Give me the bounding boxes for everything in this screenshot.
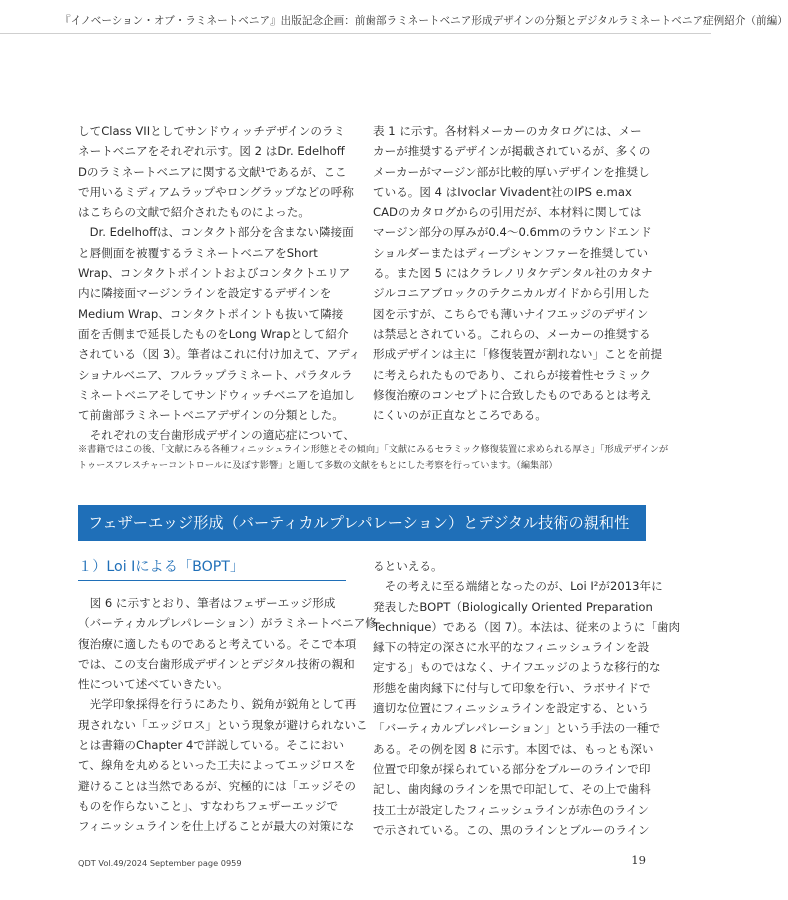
running-header: 『イノベーション・オブ・ラミネートベニア』出版記念企画：前歯部ラミネートベニア形成デザインの分類とデジタルラミネートベニア症例紹介（前編） — [60, 15, 788, 27]
journal-citation: QDT Vol.49/2024 September page 0959 — [78, 858, 242, 868]
text-line: 適切な位置にフィニッシュラインを設定する、という — [373, 701, 650, 716]
text-line: ネートベニアをそれぞれ示す。図 2 はDr. Edelhoff — [78, 144, 345, 159]
text-line: ある。その例を図 8 に示す。本図では、もっとも深い — [373, 741, 654, 756]
text-line: ている。図 4 はIvoclar Vivadent社のIPS e.max — [373, 184, 632, 199]
text-line: Technique）である（図 7）。本法は、従来のように「歯肉 — [373, 619, 681, 634]
text-line: 性について述べていきたい。 — [78, 677, 229, 692]
text-line: マージン部分の厚みが0.4〜0.6mmのラウンドエンド — [373, 225, 652, 240]
text-line: 技工士が設定したフィニッシュラインが赤色のライン — [373, 802, 649, 817]
text-line: 光学印象採得を行うにあたり、鋭角が鋭角として再 — [78, 697, 357, 712]
editorial-footnote — [78, 442, 669, 473]
text-line: 図を示すが、こちらでも薄いナイフエッジのデザイン — [373, 306, 649, 321]
text-line: 表 1 に示す。各材料メーカーのカタログには、メー — [373, 124, 642, 138]
text-line: （バーティカルプレパレーション）がラミネートベニア修 — [78, 616, 377, 631]
body-column-left-top — [78, 121, 361, 446]
text-line: Dr. Edelhoffは、コンタクト部分を含まない隣接面 — [78, 225, 354, 240]
text-line: るといえる。 — [373, 559, 443, 573]
text-line: て前歯部ラミネートベニアデザインの分類とした。 — [78, 408, 344, 423]
text-line: 面を舌側まで延長したものをLong Wrapとして紹介 — [78, 326, 349, 341]
text-line: Medium Wrap、コンタクトポイントも抜いて隣接 — [78, 306, 344, 321]
text-line: されている（図 3）。筆者はこれに付け加えて、アディ — [78, 347, 361, 362]
text-line: Wrap、コンタクトポイントおよびコンタクトエリア — [78, 266, 351, 281]
text-line: CADのカタログからの引用だが、本材料に関しては — [373, 205, 642, 220]
text-line: 記し、歯肉縁のラインを黒で印記して、その上で歯科 — [373, 782, 651, 797]
text-line: 内に隣接面マージンラインを設定するデザインを — [78, 286, 332, 301]
text-line: ミネートベニアそしてサンドウィッチベニアを追加し — [78, 387, 355, 402]
header-divider — [0, 33, 711, 34]
text-line: 現されない「エッジロス」という現象が避けられないこ — [78, 717, 368, 732]
text-line: カーが推奨するデザインが掲載されているが、多くの — [373, 144, 651, 159]
text-line: 「バーティカルプレパレーション」という手法の一種で — [373, 721, 661, 736]
text-line: て、線角を丸めるといった工夫によってエッジロスを — [78, 758, 356, 773]
text-line: Dのラミネートベニアに関する文献¹であるが、ここ — [78, 164, 347, 179]
text-line: 避けることは当然であるが、究極的には「エッジその — [78, 778, 357, 793]
section-heading: フェザーエッジ形成（バーティカルプレパレーション）とデジタル技術の親和性 — [78, 505, 646, 541]
text-line: してClass VIIとしてサンドウィッチデザインのラミ — [78, 124, 346, 138]
text-line: にくいのが正直なところである。 — [373, 408, 547, 423]
text-line: は禁忌とされている。これらの、メーカーの推奨する — [373, 326, 651, 341]
text-line: その考えに至る端緒となったのが、Loi I²が2013年に — [373, 579, 663, 594]
text-line: と唇側面を被覆するラミネートベニアをShort — [78, 245, 318, 260]
text-line: ものを作らないこと」、すなわちフェザーエッジで — [78, 798, 339, 813]
text-line: 修復治療のコンセプトに合致したものであるとは考え — [373, 387, 652, 402]
text-line: で示されている。この、黒のラインとブルーのライン — [373, 822, 650, 837]
text-line: に考えられたものであり、これらが接着性セラミック — [373, 367, 652, 382]
body-column-right-top — [373, 121, 663, 425]
text-line: メーカーがマージン部が比較的厚いデザインを推奨し — [373, 164, 650, 179]
footnote-line: トゥースフレスチャーコントロールに及ぼす影響」と題して多数の文献をもとにした考察を行っています。（編集部） — [78, 459, 558, 471]
body-column-right-bottom — [373, 556, 681, 840]
text-line: ショルダーまたはディープシャンファーを推奨してい — [373, 245, 649, 260]
text-line: とは書籍のChapter 4で詳説している。そこにおい — [78, 738, 345, 753]
footnote-line: ※書籍ではこの後、「文献にみる各種フィニッシュライン形態とその傾向」「文献にみるセラミック修復装置に求められる厚さ」「形成デザインが — [78, 444, 669, 455]
text-line: 復治療に適したものであると考えている。そこで本項 — [78, 636, 357, 651]
text-line: で用いるミディアムラップやロングラップなどの呼称 — [78, 184, 354, 199]
text-line: ショナルベニア、フルラップラミネート、パラタルラ — [78, 367, 353, 382]
text-line: 縁下の特定の深さに水平的なフィニッシュラインを設 — [373, 640, 650, 655]
text-line: 形態を歯肉縁下に付与して印象を行い、ラボサイドで — [373, 680, 651, 695]
text-line: 図 6 に示すとおり、筆者はフェザーエッジ形成 — [78, 596, 336, 610]
text-line: ジルコニアブロックのテクニカルガイドから引用した — [373, 286, 650, 301]
text-line: 発表したBOPT（Biologically Oriented Preparation — [373, 599, 653, 614]
text-line: では、この支台歯形成デザインとデジタル技術の親和 — [78, 656, 355, 671]
text-line: それぞれの支台歯形成デザインの適応症について、 — [78, 428, 355, 443]
text-line: はこちらの文献で紹介されたものによった。 — [78, 205, 310, 220]
subsection-heading: １）Loi Iによる「BOPT」 — [78, 557, 346, 581]
text-line: る。また図 5 にはクラレノリタケデンタル社のカタナ — [373, 266, 653, 281]
text-line: 位置で印象が採られている部分をブルーのラインで印 — [373, 761, 651, 776]
body-column-left-bottom — [78, 593, 377, 837]
text-line: 定する」ものではなく、ナイフエッジのような移行的な — [373, 660, 661, 675]
text-line: フィニッシュラインを仕上げることが最大の対策にな — [78, 819, 355, 834]
text-line: 形成デザインは主に「修復装置が割れない」ことを前提 — [373, 347, 663, 362]
page-number: 19 — [631, 853, 646, 867]
